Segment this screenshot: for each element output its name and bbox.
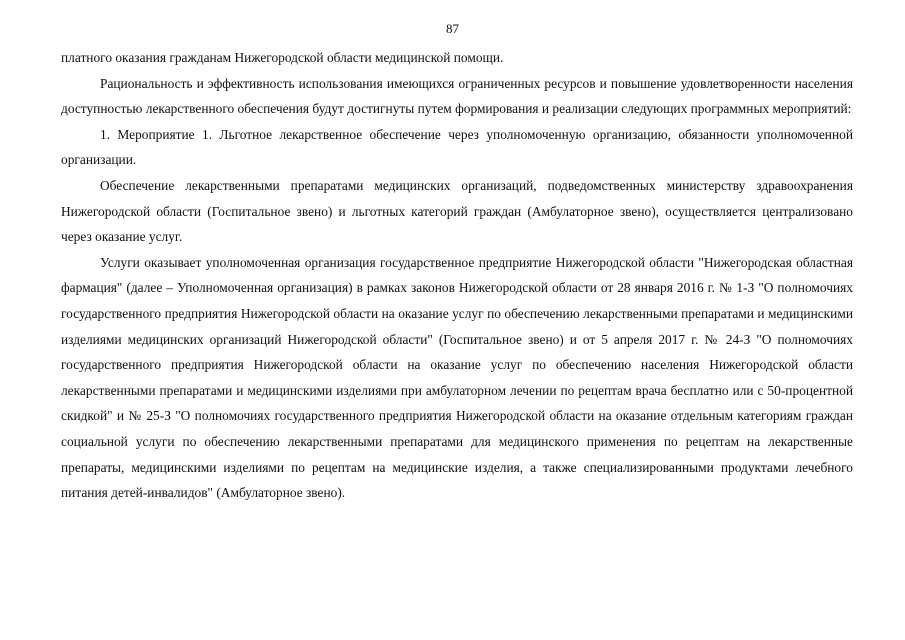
- document-body: [61, 45, 853, 506]
- paragraph-continuation: платного оказания гражданам Нижегородской области медицинской помощи.: [61, 50, 504, 65]
- paragraph-measure-1: 1. Мероприятие 1. Льготное лекарственное обеспечение через уполномоченную организацию, обязанности уполномоченной организации.: [61, 126, 853, 168]
- paragraph-provision: Обеспечение лекарственными препаратами медицинских организаций, подведомственных министерству здравоохранения Нижегородской области (Госпитальное звено) и льготных категорий граждан (Амбулаторное звено), осуществляется централизовано через оказание услуг.: [61, 177, 853, 245]
- paragraph-rationality: Рациональность и эффективность использования имеющихся ограниченных ресурсов и повышение удовлетворенности населения доступностью лекарственного обеспечения будут достигнуты путем формирования и реализации следующих программных мероприятий:: [61, 75, 853, 117]
- paragraph-services: Услуги оказывает уполномоченная организация государственное предприятие Нижегородской области "Нижегородская областная фармация" (далее – Уполномоченная организация) в рамках законов Нижегородской области от 28 января 2016 г. № 1-З "О полномочиях государственного предприятия Нижегородской области на оказание услуг по обеспечению лекарственными препаратами и медицинскими изделиями медицинских организаций Нижегородской области" (Госпитальное звено) и от 5 апреля 2017 г. № 24-З "О полномочиях государственного предприятия Нижегородской области на оказание услуг по обеспечению населения Нижегородской области лекарственными препаратами и медицинскими изделиями при амбулаторном лечении по рецептам врача бесплатно или с 50-процентной скидкой" и № 25-З "О полномочиях государственного предприятия Нижегородской области на оказание отдельным категориям граждан социальной услуги по обеспечению лекарственными препаратами для медицинского применения по рецептам на лекарственные препараты, медицинскими изделиями по рецептам на медицинские изделия, а также специализированными продуктами лечебного питания детей-инвалидов" (Амбулаторное звено).: [61, 254, 853, 501]
- page-number: 87: [446, 21, 459, 36]
